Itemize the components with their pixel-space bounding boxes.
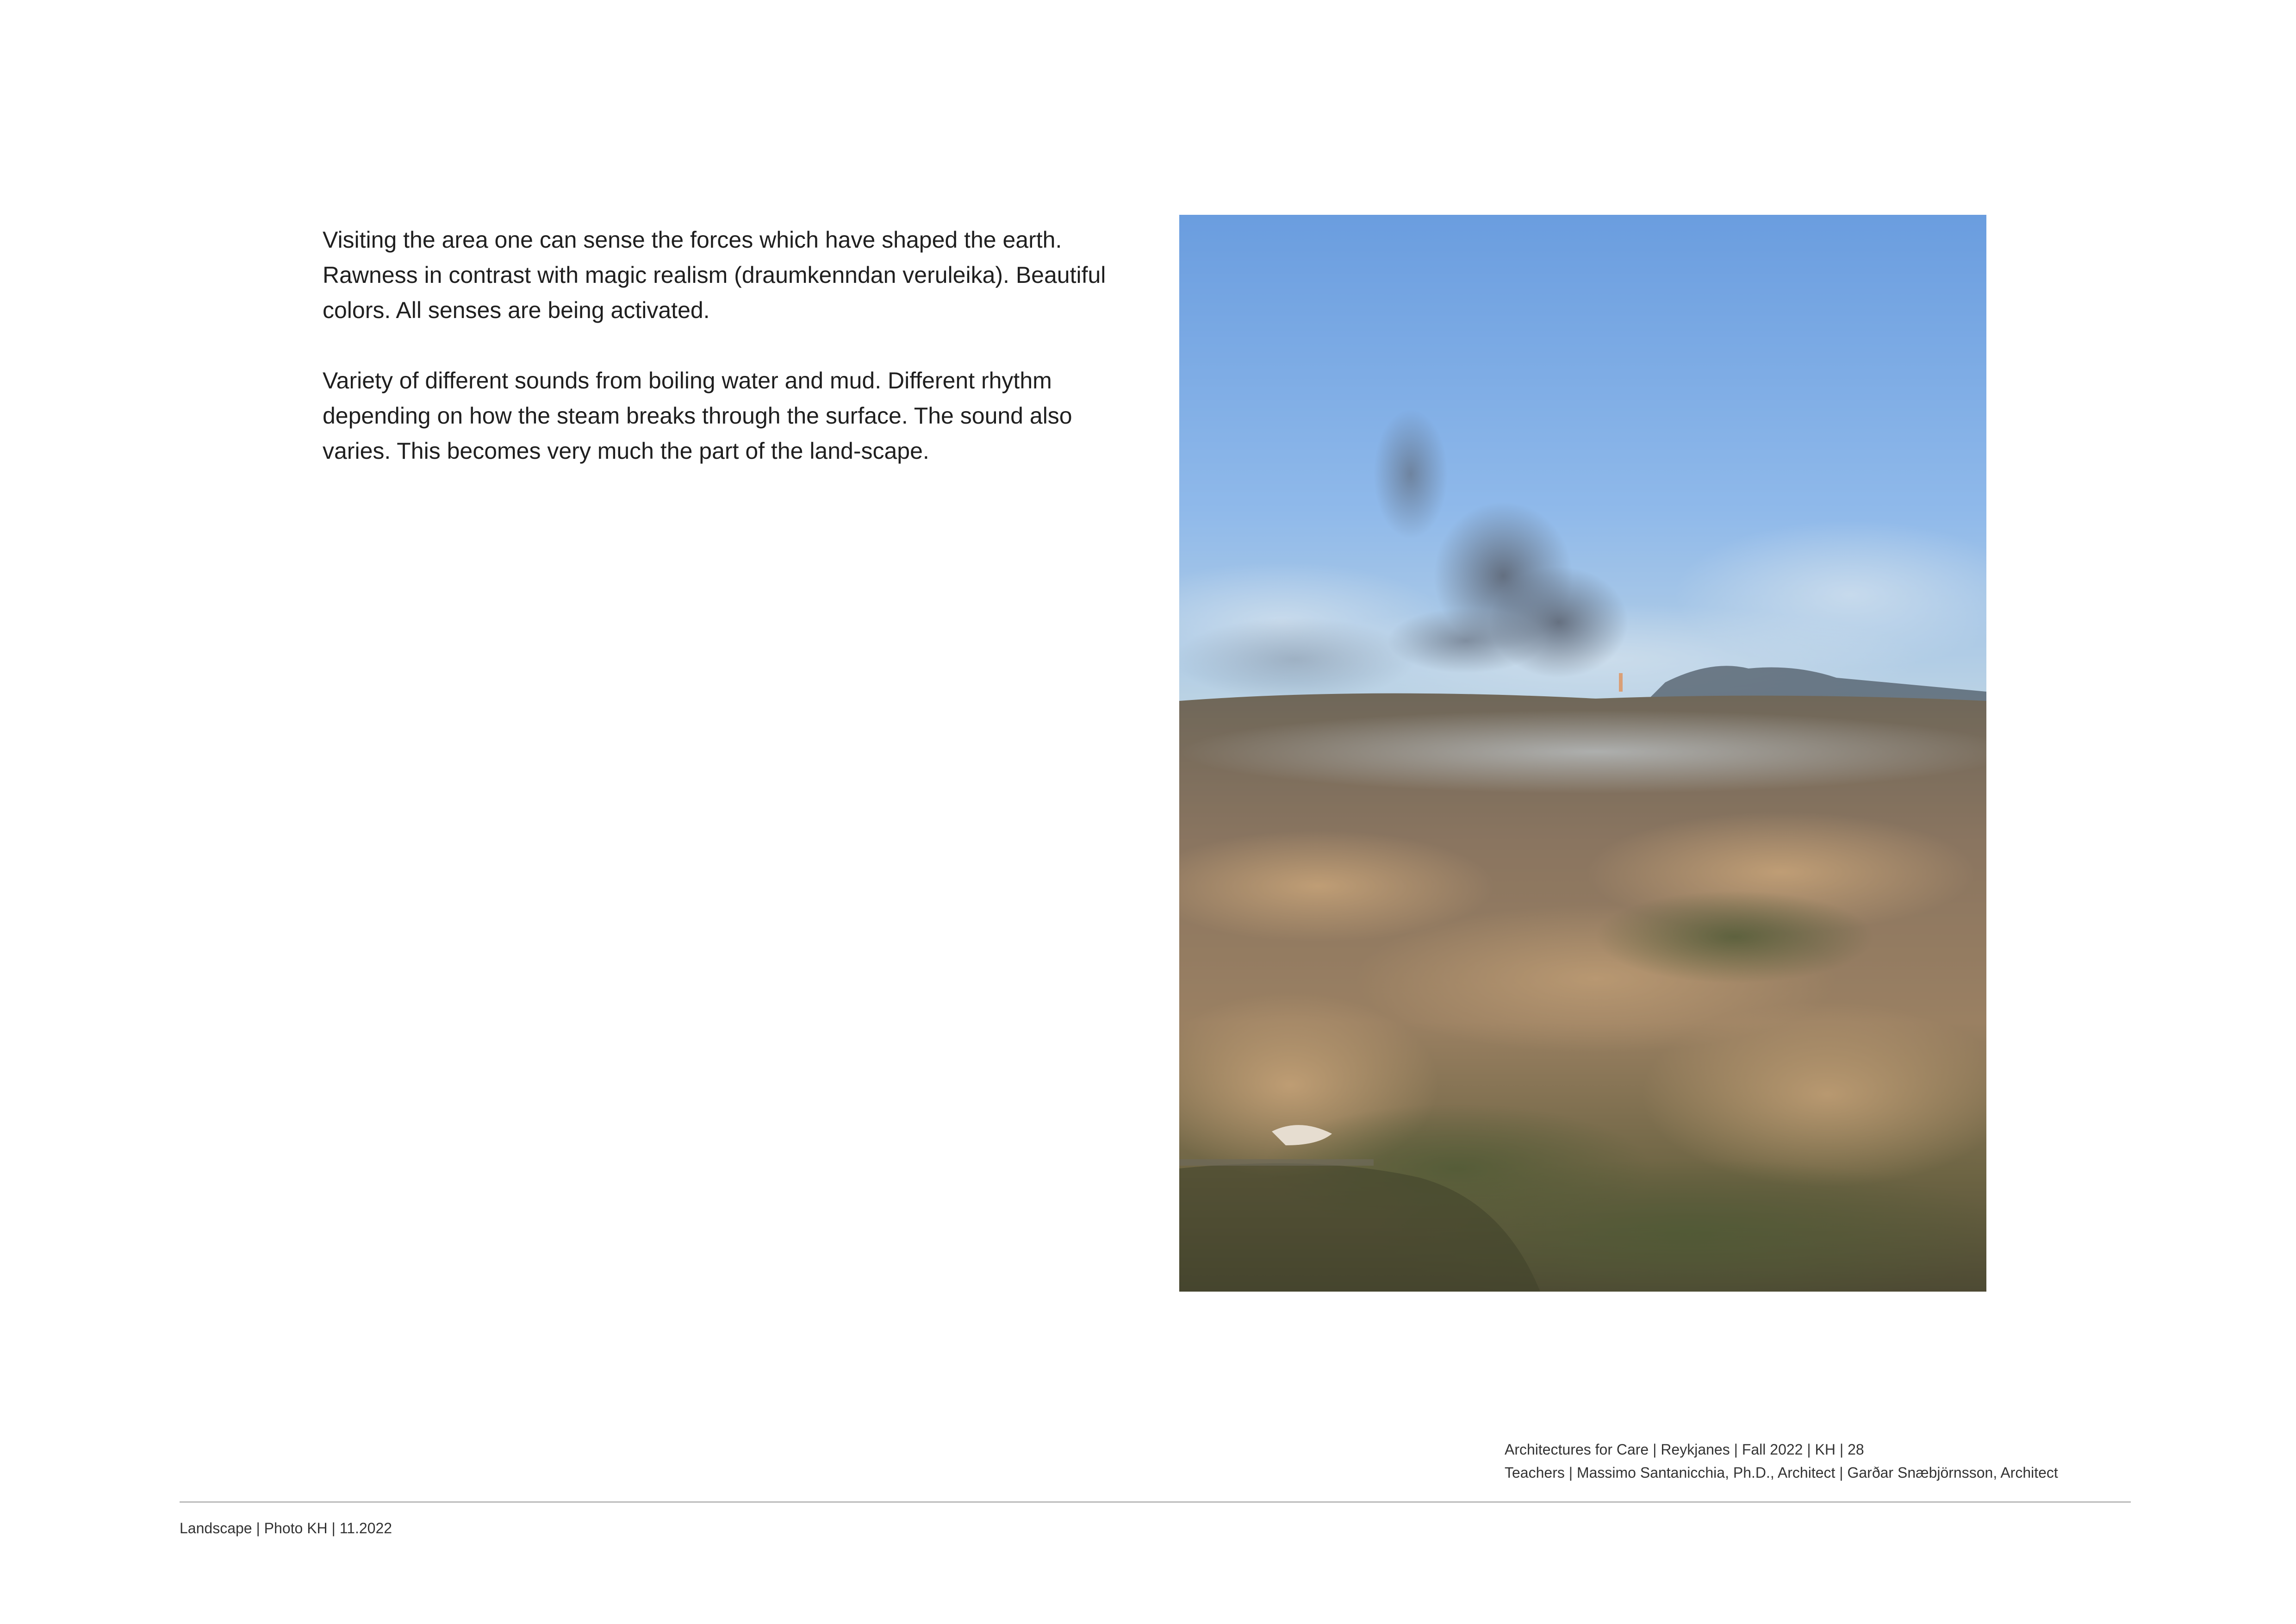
paragraph-2: Variety of different sounds from boiling water and mud. Different rhythm depending on how the steam breaks through the surface. The sound also varies. This becomes very much the part of the land-scape. <box>323 368 1072 464</box>
credits <box>1505 1438 2058 1484</box>
footer-divider <box>180 1501 2131 1503</box>
paragraph-1: Visiting the area one can sense the forces which have shaped the earth. Rawness in contrast with magic realism (draumkenndan veruleika). Beautiful colors. All senses are being activated. <box>323 227 1106 323</box>
credit-line-course: Architectures for Care | Reykjanes | Fall 2022 | KH | 28 <box>1505 1441 1864 1458</box>
body-text <box>323 222 1109 504</box>
credit-line-teachers: Teachers | Massimo Santanicchia, Ph.D., Architect | Garðar Snæbjörnsson, Architect <box>1505 1464 2058 1481</box>
landscape-photo <box>1179 215 1986 1292</box>
photo-caption: Landscape | Photo KH | 11.2022 <box>180 1520 392 1537</box>
